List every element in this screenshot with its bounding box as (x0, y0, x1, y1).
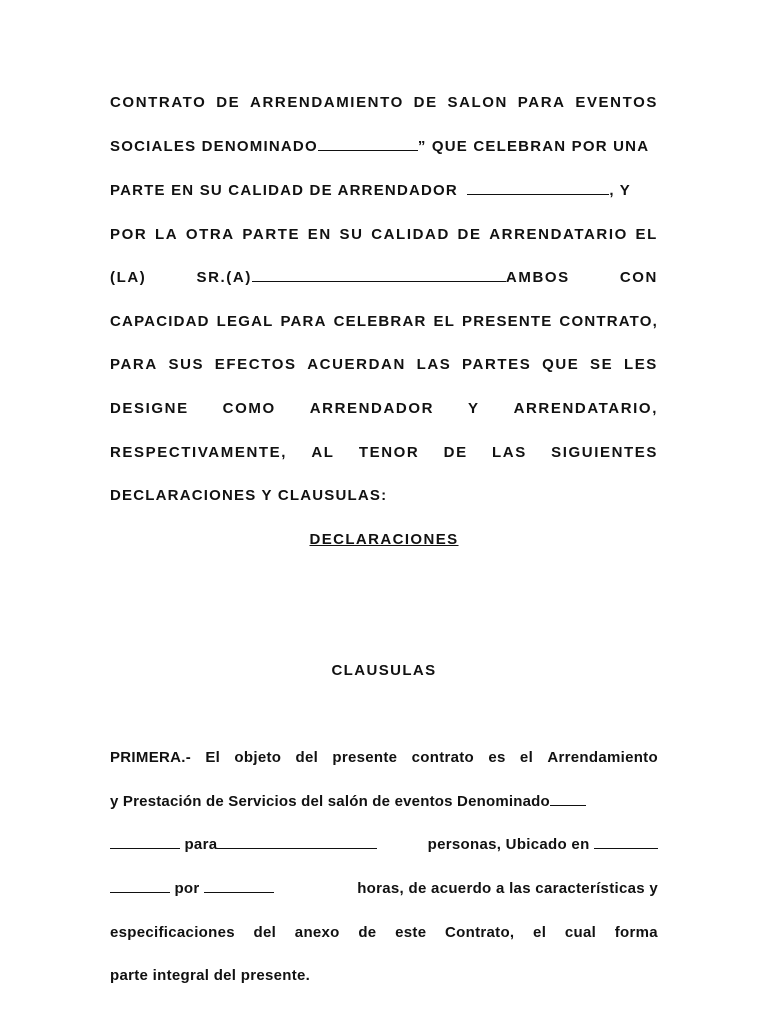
word: PARA (280, 313, 327, 330)
blank-ubicacion-cont (110, 885, 170, 893)
word: CONTRATO, (559, 313, 658, 330)
section-title-text: CLAUSULAS (331, 662, 437, 679)
word: para (184, 836, 218, 853)
word: EVENTOS (575, 94, 658, 111)
word: PRESENTE (462, 313, 553, 330)
word: (LA) (110, 269, 147, 286)
word: COMO (222, 400, 276, 417)
word: CALIDAD (371, 226, 450, 243)
word: QUE (542, 356, 580, 373)
blank-denominado (550, 798, 586, 806)
clause-text: horas, de acuerdo a las características y (357, 880, 658, 897)
word: presente (332, 749, 398, 766)
word: ARRENDAMIENTO (250, 94, 404, 111)
word: AL (311, 444, 335, 461)
word: del (295, 749, 319, 766)
section-title-text: DECLARACIONES (309, 531, 459, 548)
word: SE (590, 356, 614, 373)
clause-segment (428, 835, 658, 855)
clause-segment (110, 879, 274, 899)
word: CON (619, 269, 658, 286)
word: el (533, 924, 547, 941)
clause-text: personas, Ubicado en (427, 836, 590, 853)
heading-text: PARTE EN SU CALIDAD DE ARRENDADOR (110, 182, 458, 199)
word: el (519, 749, 534, 766)
word: CONTRATO (110, 94, 207, 111)
word: Contrato, (445, 924, 515, 941)
word: SALON (447, 94, 508, 111)
heading-line-7 (110, 355, 658, 375)
heading-line-3 (110, 181, 658, 201)
word: DE (413, 94, 438, 111)
primera-line-6 (110, 966, 658, 986)
heading-text: , Y (609, 182, 631, 199)
heading-line-5 (110, 268, 658, 288)
word: es (488, 749, 506, 766)
word: cual (564, 924, 597, 941)
word: ACUERDAN (307, 356, 406, 373)
heading-line-2 (110, 137, 658, 157)
word: SUS (168, 356, 205, 373)
word: DE (443, 444, 468, 461)
blank-salon-name (318, 143, 418, 151)
heading-line-6 (110, 312, 658, 332)
word: de (358, 924, 377, 941)
blank-arrendatario (252, 269, 506, 282)
heading-text: DECLARACIONES Y CLAUSULAS: (110, 487, 388, 504)
word: por (174, 880, 200, 897)
word: PARA (110, 356, 158, 373)
word: Y (468, 400, 480, 417)
word: ARRENDADOR (309, 400, 435, 417)
word: El (205, 749, 221, 766)
blank-personas (217, 836, 377, 849)
primera-line-5 (110, 923, 658, 943)
word: contrato (411, 749, 475, 766)
sr-field (196, 268, 569, 288)
word: del (253, 924, 277, 941)
word: DE (457, 226, 482, 243)
word: OTRA (185, 226, 235, 243)
word: Arrendamiento (547, 749, 658, 766)
clause-text: parte integral del presente. (110, 967, 311, 984)
word: ARRENDATARIO (489, 226, 628, 243)
blank-denominado-cont (110, 841, 180, 849)
word: PARTES (462, 356, 532, 373)
word: PARA (517, 94, 566, 111)
word: SU (339, 226, 364, 243)
word: SR.(A) (196, 269, 252, 286)
word: LAS (492, 444, 527, 461)
word: DE (216, 94, 241, 111)
clause-text: y Prestación de Servicios del salón de eventos Denominado (110, 793, 550, 810)
heading-text: SOCIALES DENOMINADO (110, 138, 318, 155)
heading-line-4 (110, 225, 658, 245)
clause-segment (110, 835, 377, 855)
declaraciones-title (0, 530, 768, 550)
word: ARRENDATARIO, (513, 400, 658, 417)
word: LAS (416, 356, 452, 373)
word: este (395, 924, 427, 941)
word: forma (614, 924, 658, 941)
clausulas-title (0, 661, 768, 681)
word: objeto (234, 749, 282, 766)
word: SIGUIENTES (551, 444, 658, 461)
primera-line-2 (110, 792, 658, 812)
word: EL (635, 226, 658, 243)
word: EFECTOS (214, 356, 297, 373)
word: EN (307, 226, 332, 243)
word: EL (433, 313, 456, 330)
word: PARTE (242, 226, 301, 243)
heading-line-1 (110, 93, 658, 113)
blank-arrendador (467, 187, 609, 195)
primera-line-1 (110, 748, 658, 768)
word: LES (623, 356, 658, 373)
word: POR (110, 226, 148, 243)
word: PRIMERA.- (110, 749, 192, 766)
word: RESPECTIVAMENTE, (110, 444, 288, 461)
heading-line-8 (110, 399, 658, 419)
word: LEGAL (216, 313, 274, 330)
word: anexo (294, 924, 340, 941)
blank-ubicacion (594, 841, 658, 849)
word: CELEBRAR (333, 313, 427, 330)
blank-horas (204, 885, 274, 893)
heading-line-10 (110, 486, 658, 506)
heading-line-9 (110, 443, 658, 463)
word: LA (154, 226, 179, 243)
word: AMBOS (505, 269, 570, 286)
word: DESIGNE (110, 400, 189, 417)
primera-line-3 (110, 835, 658, 855)
primera-line-4 (110, 879, 658, 899)
word: CAPACIDAD (110, 313, 210, 330)
word: especificaciones (110, 924, 235, 941)
word: TENOR (358, 444, 420, 461)
heading-text: ” QUE CELEBRAN POR UNA (417, 138, 650, 155)
